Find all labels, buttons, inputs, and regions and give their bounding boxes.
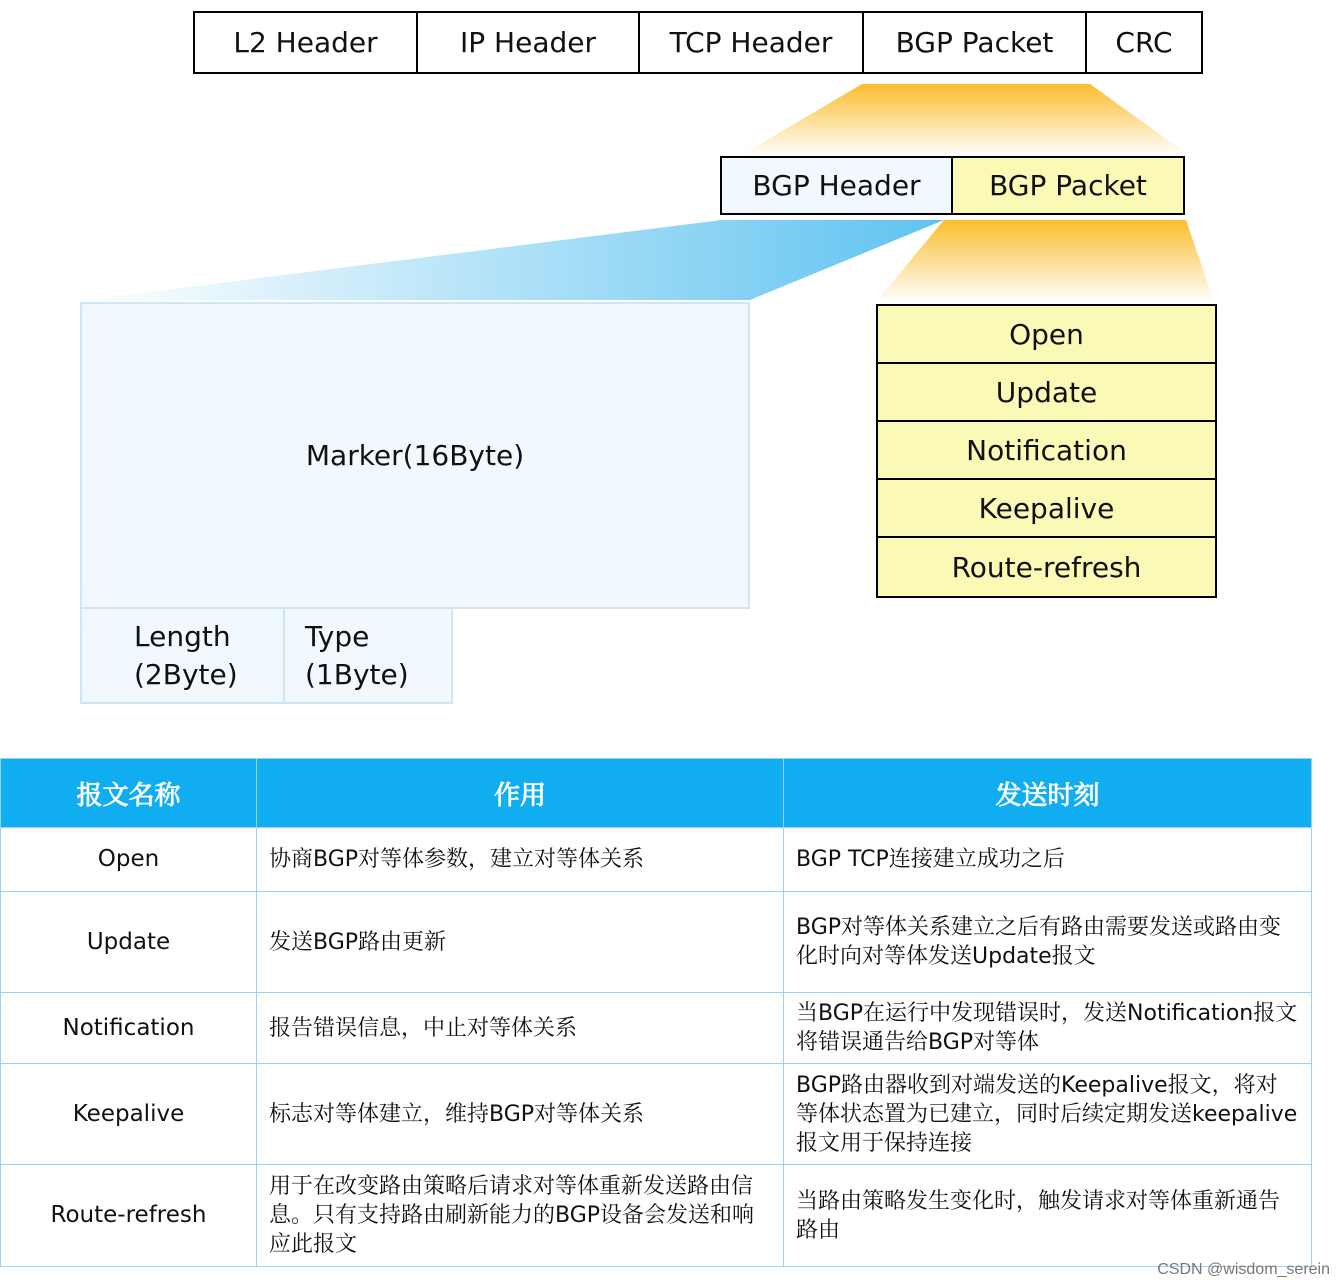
bgp-message [720,156,1185,215]
row-timing: 当路由策略发生变化时，触发请求对等体重新通告路由 [784,1165,1312,1267]
bgp-body-expansion-fan [876,220,1214,302]
type-field [283,607,453,704]
row-timing: BGP路由器收到对端发送的Keepalive报文，将对等体状态置为已建立，同时后续定期发送keepalive报文用于保持连接 [784,1064,1312,1165]
type-update: Update [878,364,1215,422]
type-route-refresh: Route-refresh [878,538,1215,596]
bgp-header-expansion-fan [84,220,944,300]
marker-field [80,302,750,609]
frame-tcp-header: TCP Header [640,13,864,72]
bgp-header-cell: BGP Header [722,158,953,213]
table-row [1,993,1312,1064]
row-name: Update [1,892,257,993]
length-label-line2: (2Byte) [134,657,238,691]
type-keepalive: Keepalive [878,480,1215,538]
row-purpose: 用于在改变路由策略后请求对等体重新发送路由信息。只有支持路由刷新能力的BGP设备会发送和响应此报文 [257,1165,784,1267]
row-name: Open [1,828,257,892]
length-label-line1: Length [134,619,231,653]
frame-bgp-packet: BGP Packet [864,13,1087,72]
table-row [1,1165,1312,1267]
row-timing: BGP对等体关系建立之后有路由需要发送或路由变化时向对等体发送Update报文 [784,892,1312,993]
frame-ip-header: IP Header [418,13,640,72]
watermark: CSDN @wisdom_serein [1157,1261,1330,1278]
bgp-packet-cell: BGP Packet [953,158,1183,213]
type-label-line2: (1Byte) [305,657,409,691]
marker-label: Marker(16Byte) [305,438,525,472]
frame-crc: CRC [1115,26,1173,59]
row-timing: BGP TCP连接建立成功之后 [784,828,1312,892]
row-name: Route-refresh [1,1165,257,1267]
ethernet-frame [193,11,1203,74]
type-notification: Notification [878,422,1215,480]
bgp-message-table [0,758,1312,1267]
message-type-list [876,304,1217,598]
row-purpose: 标志对等体建立，维持BGP对等体关系 [257,1064,784,1165]
row-name: Notification [1,993,257,1064]
col-header-timing: 发送时刻 [784,759,1312,828]
row-purpose: 报告错误信息，中止对等体关系 [257,993,784,1064]
row-name: Keepalive [1,1064,257,1165]
bgp-packet-expansion-fan [740,84,1190,156]
col-header-name: 报文名称 [1,759,257,828]
length-field [80,607,285,704]
col-header-purpose: 作用 [257,759,784,828]
table-row [1,828,1312,892]
row-purpose: 发送BGP路由更新 [257,892,784,993]
row-purpose: 协商BGP对等体参数，建立对等体关系 [257,828,784,892]
table-row [1,892,1312,993]
table-header-row [1,759,1312,828]
type-open: Open [878,306,1215,364]
type-label-line1: Type [305,619,370,653]
frame-l2-header: L2 Header [195,13,418,72]
row-timing: 当BGP在运行中发现错误时，发送Notification报文将错误通告给BGP对等体 [784,993,1312,1064]
table-row [1,1064,1312,1165]
